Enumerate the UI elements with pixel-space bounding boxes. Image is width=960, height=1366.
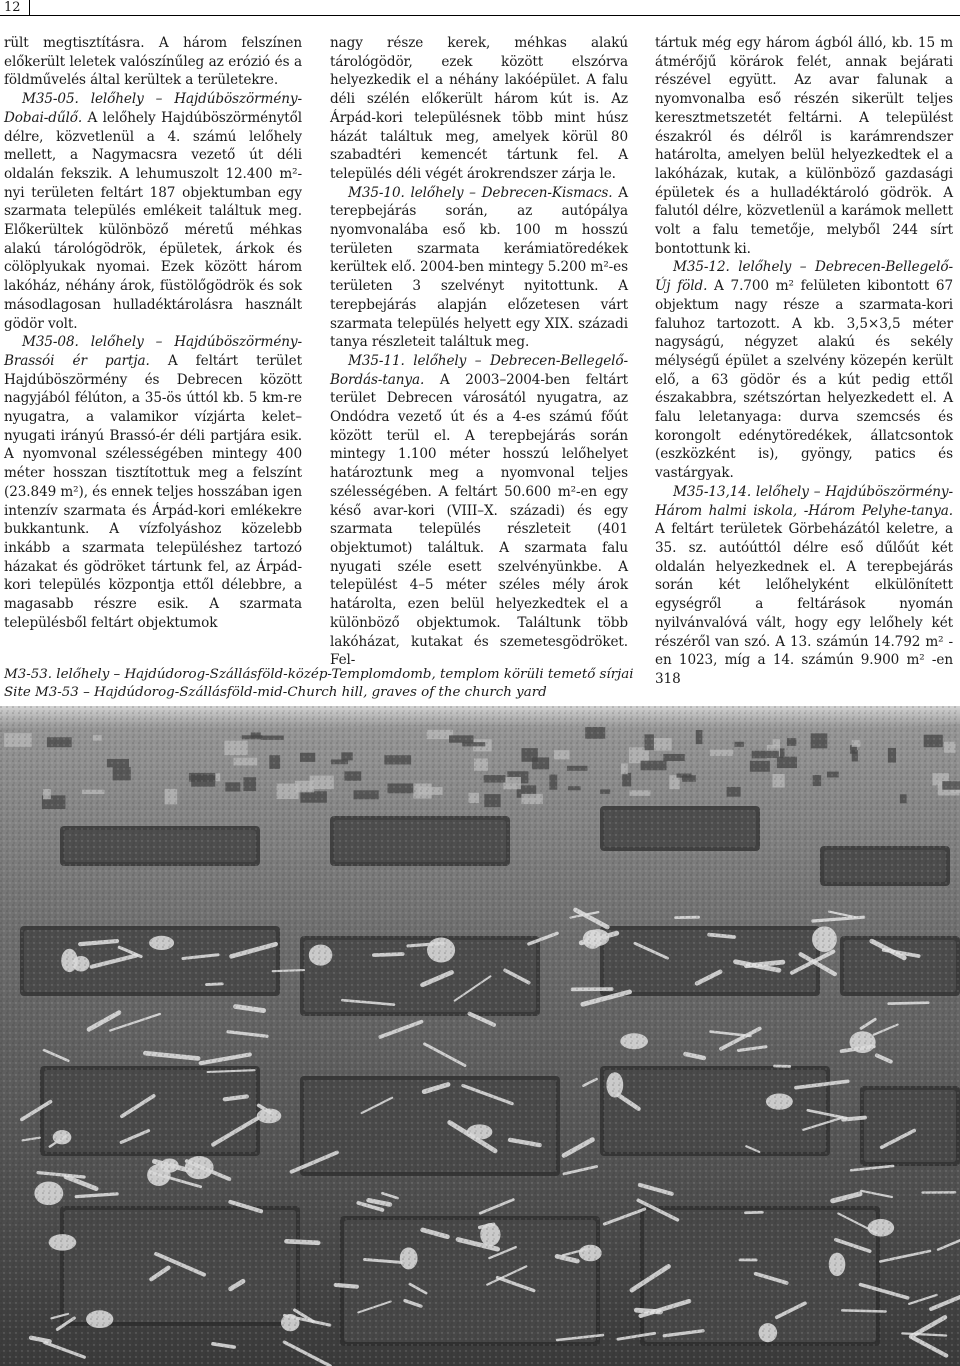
excavation-photo-image bbox=[0, 706, 960, 1366]
paragraph-text: A feltárt terület Hajdúböszörmény és Debrecen között nagyjából félúton, a 35-ös úttól kb. 5 km-re nyugatra, a valamikor vízjárta kelet–nyugati irányú Brassó-ér déli partjára esik. A nyomvonal szélességében mintegy 400 méter hosszan tisztítottuk meg a felszínt (23.849 m²), és ennek teljes hosszában igen intenzív szarmata és Árpád-kori emlékekre bukkantunk. A vízfolyáshoz közelebb inkább a szarmata településhez tartozó házakat és gödröket tártunk fel, az Árpád-kori település központja ettől délebbre, a magasabb részre esik. A szarmata településből feltárt objektumok bbox=[4, 352, 302, 631]
page-number bbox=[0, 0, 30, 16]
paragraph bbox=[330, 34, 628, 184]
site-heading: M35-05. lelőhely – Hajdúböszörmény-Dobai-dűlő. bbox=[4, 91, 302, 126]
paragraph bbox=[655, 483, 953, 689]
figure-caption-hu: M3-53. lelőhely – Hajdúdorog-Szállásföld-közép-Templomdomb, templom körüli temető sírjai bbox=[4, 667, 634, 682]
paragraph bbox=[4, 333, 302, 632]
page-number-text: 12 bbox=[4, 0, 21, 15]
paragraph bbox=[655, 258, 953, 482]
paragraph-text: rült megtisztításra. A három felszínen előkerült leletek valószínűleg az erózió és a földművelés által kerültek a területekre. bbox=[4, 35, 302, 89]
paragraph-text: A terepbejárás során, az autópálya nyomvonalába eső kb. 100 m hosszú területen szarmata kerámiatöredékek kerültek elő. 2004-ben mintegy 5.200 m²-es területen 3 szelvényt nyitottunk. A terepbejárás alapján előzetesen várt szarmata település helyett egy XIX. századi tanya részleteit találtuk meg. bbox=[330, 184, 628, 351]
paragraph bbox=[330, 184, 628, 352]
text-column-2 bbox=[330, 34, 628, 670]
paragraph-text: A 2003–2004-ben feltárt terület Debrecen városától nyugatra, az Ondódra vezető út és a 4-es számú főút között terül el. A terepbejárás során mintegy 1.100 méter hosszú lelőhelyet határoztunk meg a nyomvonal teljes szélességében. A feltárt 50.600 m²-en egy késő avar-kori (VIII–X. századi) és egy szarmata település részleteit (401 objektumot) találtuk. A szarmata falu nyugati széle esett szelvényünkbe. A települést 4–5 méter széles mély árok határolta, ezen belül helyezkedtek el a különböző objektumok. Találtunk több lakóházat, kutakat és szemetesgödröket. Fel- bbox=[330, 371, 628, 669]
site-heading: M35-13,14. lelőhely – Hajdúböszörmény-Három halmi iskola, -Három Pelyhe-tanya. bbox=[655, 483, 953, 519]
paragraph-text: A 7.700 m² felületen kibontott 67 objektum nagy része a szarmata-kori faluhoz tartozott. A kb. 3,5×3,5 méter nagyságú, négyzet alakú és sekély mélységű épület a szelvény közepén került elő, a 63 gödör és a kút pedig ettől északabbra, szétszórtan helyezkedett el. A falu leletanyaga: durva szemcsés és korongolt edénytöredékek, állatcsontok (eszközként is), gyöngy, patics és vastárgyak. bbox=[655, 278, 954, 482]
paragraph-text: tártuk még egy három ágból álló, kb. 15 m átmérőjű körárok felét, annak bejárati részével együtt. Az avar falunak a nyomvonalba eső részén sikerült teljes keresztmetszetét feltárni. A települést északról és délről is karámrendszer határolta, amelyen belül helyezkedtek el a lakóházak, kutak, a különböző gazdasági épületek és a hulladéktároló gödrök. A falutól délre, közvetlenül a karámok mellett volt a falu temetője, melyből 244 sírt bontottunk ki. bbox=[655, 35, 953, 257]
site-heading: M35-11. lelőhely – Debrecen-Bellegelő-Bordás-tanya. bbox=[330, 352, 628, 388]
paragraph bbox=[4, 90, 302, 333]
text-column-1 bbox=[4, 34, 302, 633]
paragraph-text: A lelőhely Hajdúböszörménytől délre, közvetlenül a 4. számú lelőhely mellett, a Nagymacsra vezető út déli oldalán fekszik. A lehumuszolt 12.400 m²-nyi területen feltárt 187 objektumban egy szarmata település emlékeit találtuk meg. Előkerültek különböző méretű méhkas alakú tárológödrök, épületek, árkok és cölöplyukak nyomai. Ezek között három lakóház, néhány árok, füstölőgödrök és sok másodlagosan hulladéktárolásra használt gödör volt. bbox=[4, 109, 302, 332]
figure-caption-en: Site M3-53 – Hajdúdorog-Szállásföld-mid-Church hill, graves of the church yard bbox=[4, 685, 547, 700]
site-heading: M35-10. lelőhely – Debrecen-Kismacs. bbox=[348, 184, 613, 201]
site-heading: M35-08. lelőhely – Hajdúböszörmény-Brassói ér partja. bbox=[4, 334, 302, 369]
paragraph-text: A feltárt területek Görbeházától keletre, a 35. sz. autóúttól délre eső dűlőút két oldalán helyezkednek el. A terepbejárás során két lelőhelyként elkülönített egységről a feltárások nyomán nyilvánvalóvá vált, hogy egy lelőhely két részéről van szó. A 13. számún 14.792 m² -en 1023, míg a 14. számún 9.900 m² -en 318 bbox=[655, 521, 953, 687]
text-column-3 bbox=[655, 34, 953, 689]
paragraph bbox=[4, 34, 302, 90]
paragraph bbox=[330, 352, 628, 670]
header-rule bbox=[0, 15, 960, 16]
site-heading: M35-12. lelőhely – Debrecen-Bellegelő-Új föld. bbox=[655, 259, 953, 295]
paragraph bbox=[655, 34, 953, 258]
excavation-photo bbox=[0, 706, 960, 1366]
paragraph-text: nagy része kerek, méhkas alakú tárológödör, ezek között elszórva helyezkedik el a néhány lakóépület. A falu déli szélén előkerült három kút is. Az Árpád-kori településnek több mint húsz házát találtuk meg, amelyek körül 80 szabadtéri kemencét tártunk fel. A település déli végét árokrendszer zárja le. bbox=[330, 35, 628, 182]
